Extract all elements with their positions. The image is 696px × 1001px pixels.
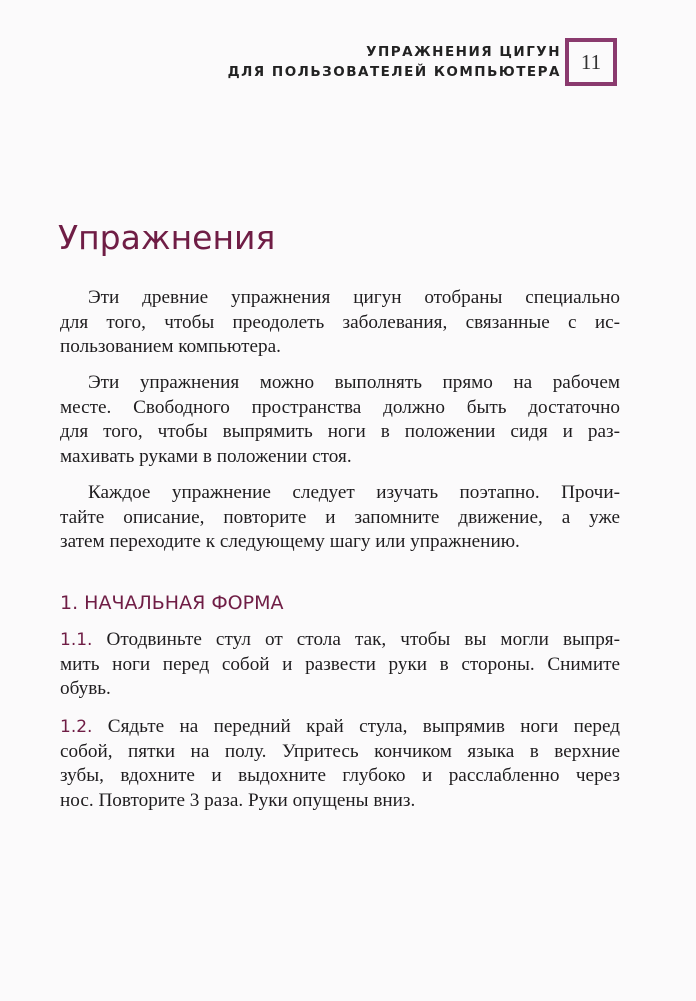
text-line: Эти упражнения можно выполнять прямо на рабочем [88,372,620,393]
text-line: махивать руками в положении стоя. [60,445,352,467]
page-title: Упражнения [58,218,276,257]
text-line: месте. Свободного пространства должно быть достаточно [60,396,620,418]
step-number: 1.2. [60,717,93,737]
header-line-1: УПРАЖНЕНИЯ ЦИГУН [366,44,561,60]
paragraph-2 [60,371,620,469]
text-line: зубы, вдохните и выдохните глубоко и расслабленно через [60,765,620,786]
text-line: тайте описание, повторите и запомните движение, а уже [60,506,620,528]
text-line: нос. Повторите 3 раза. Руки опущены вниз. [60,789,416,811]
step-1-2 [60,715,620,813]
step-1-1 [60,628,620,702]
section-heading: 1. НАЧАЛЬНАЯ ФОРМА [60,592,284,614]
text-line: Сядьте на передний край стула, выпрямив ноги перед [107,716,620,737]
text-line: для того, чтобы выпрямить ноги в положении сидя и раз- [60,421,620,442]
paragraph-1 [60,286,620,360]
paragraph-3 [60,481,620,555]
header-line-2: ДЛЯ ПОЛЬЗОВАТЕЛЕЙ КОМПЬЮТЕРА [227,64,561,80]
text-line: мить ноги перед собой и развести руки в стороны. Снимите [60,653,620,675]
text-line: Отодвиньте стул от стола так, чтобы вы могли выпря- [106,629,621,650]
text-line: собой, пятки на полу. Упритесь кончиком языка в верхние [60,740,620,762]
text-line: обувь. [60,678,111,699]
step-number: 1.1. [60,630,93,650]
text-line: Каждое упражнение следует изучать поэтапно. Прочи- [88,482,620,503]
text-line: для того, чтобы преодолеть заболевания, связанные с ис- [60,311,620,333]
running-header [228,42,561,82]
text-line: пользованием компьютера. [60,336,281,357]
page-number: 11 [565,38,617,86]
text-line: затем переходите к следующему шагу или упражнению. [60,531,520,552]
text-line: Эти древние упражнения цигун отобраны специально [88,287,620,308]
